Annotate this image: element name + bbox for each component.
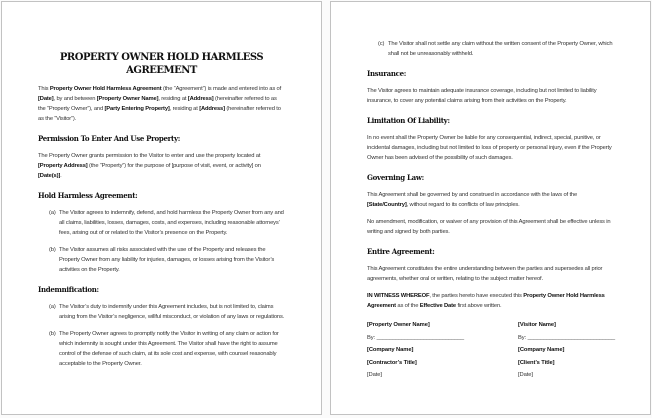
owner-title-placeholder: [Contractor’s Title] [367, 359, 417, 366]
visitor-title-placeholder: [Client’s Title] [518, 359, 555, 366]
visitor-signature-line: By: ____________________________ [518, 334, 616, 341]
list-item-text: The Visitor shall not settle any claim without the written consent of the Property Owner, which shall not be unreasonably withheld. [388, 41, 613, 57]
visitor-company-placeholder: [Company Name] [518, 347, 565, 353]
hold-harmless-list [38, 208, 285, 275]
list-item-text: The Visitor’s duty to indemnify under this Agreement includes, but is not limited to, claims arising from the Visitor’s negligence, willful misconduct, or violation of any laws or regulations. [59, 304, 285, 320]
insurance-paragraph: The Visitor agrees to maintain adequate insurance coverage, including but not limited to liability insurance, to cover any potential claims arising from their activities on the Property. [367, 88, 597, 104]
indemnification-item-b [38, 329, 285, 369]
list-marker-b: (b) [49, 331, 56, 337]
list-marker-a: (a) [49, 210, 56, 216]
limitation-paragraph: In no event shall the Property Owner be liable for any consequential, indirect, special, punitive, or incidental damages, including but not limited to loss of property or personal injury, even if the Property Owner has been advised of the possibility of such damages. [367, 135, 612, 161]
list-marker-a: (a) [49, 304, 56, 310]
heading-hold-harmless: Hold Harmless Agreement: [38, 191, 138, 200]
list-marker-c: (c) [378, 41, 385, 47]
heading-governing-law: Governing Law: [367, 173, 424, 182]
page-2 [330, 1, 651, 415]
document-title [38, 52, 285, 77]
amendment-paragraph: No amendment, modification, or waiver of any provision of this Agreement shall be effective unless in writing and signed by both parties. [367, 219, 611, 235]
intro-paragraph: This Property Owner Hold Harmless Agreement (the “Agreement”) is made and entered into as of [Date], by and between [Property Owner Name], residing at [Address] (hereinafter referred to as the “Property Owner”), and [Party Entering Property], residing at [Address] (hereinafter referred to as the “Visitor”). [38, 86, 282, 122]
indemnification-item-a [38, 302, 285, 322]
permission-paragraph: The Property Owner grants permission to the Visitor to enter and use the property located at [Property Address] (the “Property”) for the purpose of [purpose of visit, event, or activity] on [Date(s)]. [38, 153, 261, 179]
indemnification-list [38, 302, 285, 369]
owner-name-placeholder: [Property Owner Name] [367, 322, 430, 328]
entire-agreement-paragraph: This Agreement constitutes the entire understanding between the parties and supersedes all prior agreements, whether oral or written, relating to the subject matter hereof. [367, 266, 603, 282]
governing-law-paragraph: This Agreement shall be governed by and construed in accordance with the laws of the [State/Country], without regard to its conflicts of law principles. [367, 192, 578, 208]
hold-harmless-item-b [38, 245, 285, 275]
heading-permission: Permission To Enter And Use Property: [38, 134, 180, 143]
owner-date-placeholder: [Date] [367, 372, 382, 378]
owner-company-placeholder: [Company Name] [367, 347, 414, 353]
heading-indemnification: Indemnification: [38, 285, 99, 294]
document-title-line-2: AGREEMENT [126, 64, 197, 76]
heading-entire-agreement: Entire Agreement: [367, 247, 435, 256]
signature-column-owner [367, 319, 518, 382]
list-item-text: The Property Owner agrees to promptly notify the Visitor in writing of any claim or action for which indemnity is sought under this Agreement. The Visitor shall have the right to assume control of the defense of such claim, at its sole cost and expense, with counsel reasonably acceptable to the Property Owner. [59, 331, 279, 367]
indemnification-item-c [367, 39, 614, 59]
owner-signature-line: By: ____________________________ [367, 334, 465, 341]
signature-column-visitor [518, 319, 651, 382]
hold-harmless-item-a [38, 208, 285, 238]
visitor-date-placeholder: [Date] [518, 372, 533, 378]
document-title-line-1: PROPERTY OWNER HOLD HARMLESS [59, 52, 264, 63]
list-item-text: The Visitor assumes all risks associated with the use of the Property and releases the Property Owner from any liability for injuries, damages, or losses arising from the Visitor’s activities on the Property. [59, 247, 275, 273]
heading-limitation-of-liability: Limitation Of Liability: [367, 116, 450, 125]
visitor-name-placeholder: [Visitor Name] [518, 322, 556, 328]
heading-insurance: Insurance: [367, 69, 407, 78]
witness-paragraph: IN WITNESS WHEREOF, the parties hereto have executed this Property Owner Hold Harmless Agreement as of the Effective Date first above written. [367, 293, 605, 309]
list-item-text: The Visitor agrees to indemnify, defend, and hold harmless the Property Owner from any and all claims, liabilities, losses, damages, costs, and expenses, including reasonable attorneys’ fees, arising out of or related to the Visitor’s presence on the Property. [59, 210, 284, 236]
signature-block [367, 319, 614, 382]
page-1 [1, 1, 322, 415]
list-marker-b: (b) [49, 247, 56, 253]
